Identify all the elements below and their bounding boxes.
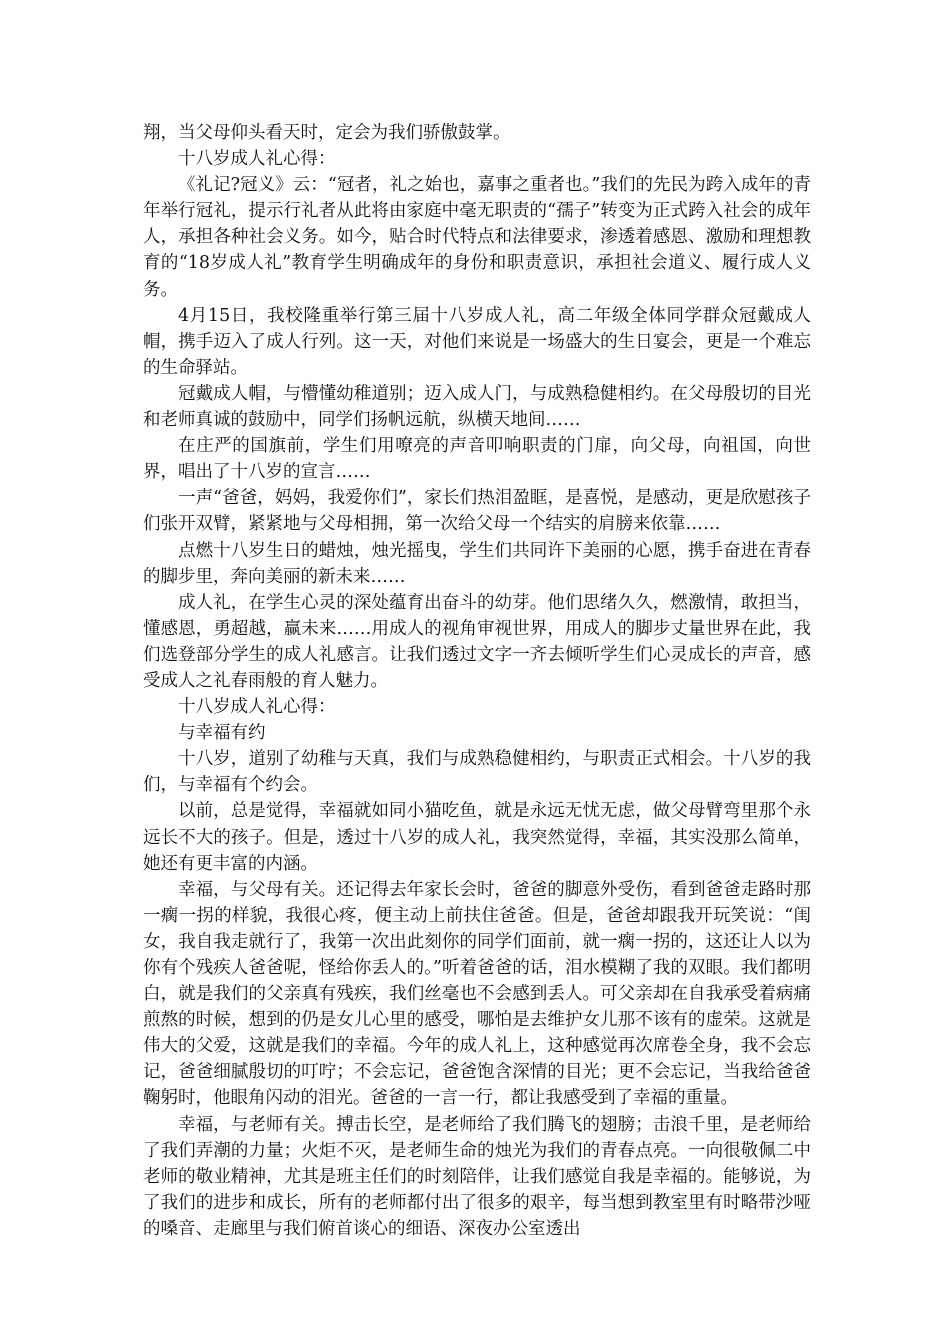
section-heading: 十八岁成人礼心得： xyxy=(178,149,336,170)
paragraph: 一声“爸爸，妈妈，我爱你们”，家长们热泪盈眶，是喜悦，是感动，更是欣慰孩子们张开双臂，紧紧地与父母相拥，第一次给父母一个结实的肩膀来依靠…… xyxy=(143,488,811,535)
document-body xyxy=(143,120,811,1242)
essay-title: 与幸福有约 xyxy=(178,723,266,744)
paragraph: 幸福，与父母有关。还记得去年家长会时，爸爸的脚意外受伤，看到爸爸走路时那一瘸一拐的样貌，我很心疼，便主动上前扶住爸爸。但是，爸爸却跟我开玩笑说：“闺女，我自我走就行了，我第一次出此刻你的同学们面前，就一瘸一拐的，这还让人以为你有个残疾人爸爸呢，怪给你丢人的。”听着爸爸的话，泪水模糊了我的双眼。我们都明白，就是我们的父亲真有残疾，我们丝毫也不会感到丢人。可父亲却在自我承受着病痛煎熬的时候，想到的仍是女儿心里的感受，哪怕是去维护女儿那不该有的虚荣。这就是伟大的父爱，这就是我们的幸福。今年的成人礼上，这种感觉再次席卷全身，我不会忘记，爸爸细腻殷切的叮咛；不会忘记，爸爸饱含深情的目光；更不会忘记，当我给爸爸鞠躬时，他眼角闪动的泪光。爸爸的一言一行，都让我感受到了幸福的重量。 xyxy=(143,879,811,1109)
paragraph: 以前，总是觉得，幸福就如同小猫吃鱼，就是永远无忧无虑，做父母臂弯里那个永远长不大的孩子。但是，透过十八岁的成人礼，我突然觉得，幸福，其实没那么简单，她还有更丰富的内涵。 xyxy=(143,801,811,874)
paragraph: 幸福，与老师有关。搏击长空，是老师给了我们腾飞的翅膀；击浪千里，是老师给了我们弄潮的力量；火炬不灭，是老师生命的烛光为我们的青春点亮。一向很敬佩二中老师的敬业精神，尤其是班主任们的时刻陪伴，让我们感觉自我是幸福的。能够说，为了我们的进步和成长，所有的老师都付出了很多的艰辛，每当想到教室里有时略带沙哑的嗓音、走廊里与我们俯首谈心的细语、深夜办公室透出 xyxy=(143,1114,811,1239)
paragraph: 翔，当父母仰头看天时，定会为我们骄傲鼓掌。 xyxy=(143,123,511,143)
paragraph: 《礼记?冠义》云：“冠者，礼之始也，嘉事之重者也。”我们的先民为跨入成年的青年举行冠礼，提示行礼者从此将由家庭中毫无职责的“孺子”转变为正式跨入社会的成年人，承担各种社会义务。如今，贴合时代特点和法律要求，渗透着感恩、激励和理想教育的“18岁成人礼”教育学生明确成年的身份和职责意识，承担社会道义、履行成人义务。 xyxy=(143,175,811,300)
paragraph: 点燃十八岁生日的蜡烛，烛光摇曳，学生们共同许下美丽的心愿，携手奋进在青春的脚步里，奔向美丽的新未来…… xyxy=(143,540,811,587)
paragraph: 十八岁，道别了幼稚与天真，我们与成熟稳健相约，与职责正式相会。十八岁的我们，与幸福有个约会。 xyxy=(143,749,811,796)
section-heading: 十八岁成人礼心得： xyxy=(178,697,336,718)
paragraph: 4月15日，我校隆重举行第三届十八岁成人礼，高二年级全体同学群众冠戴成人帽，携手迈入了成人行列。这一天，对他们来说是一场盛大的生日宴会，更是一个难忘的生命驿站。 xyxy=(143,305,811,378)
paragraph: 在庄严的国旗前，学生们用嘹亮的声音叩响职责的门扉，向父母，向祖国，向世界，唱出了十八岁的宣言…… xyxy=(143,436,811,483)
paragraph: 冠戴成人帽，与懵懂幼稚道别；迈入成人门，与成熟稳健相约。在父母殷切的目光和老师真诚的鼓励中，同学们扬帆远航，纵横天地间…… xyxy=(143,383,811,431)
paragraph: 成人礼，在学生心灵的深处蕴育出奋斗的幼芽。他们思绪久久，燃激情，敢担当，懂感恩，勇超越，赢未来……用成人的视角审视世界，用成人的脚步丈量世界在此，我们选登部分学生的成人礼感言。让我们透过文字一齐去倾听学生们心灵成长的声音，感受成人之礼春雨般的育人魅力。 xyxy=(143,592,811,691)
